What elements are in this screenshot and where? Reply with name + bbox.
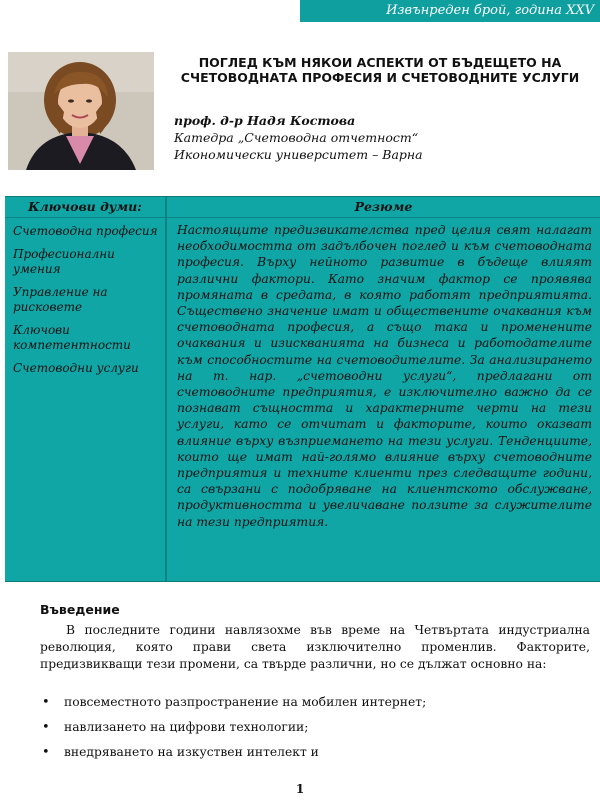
keywords-column bbox=[5, 197, 167, 581]
list-item: • навлизането на цифрови технологии; bbox=[42, 720, 309, 735]
keywords-list bbox=[5, 218, 165, 376]
abstract-box bbox=[5, 196, 600, 582]
abstract-text: Настоящите предизвикателства пред целия свят налагат необходимостта от задълбочен поглед и към счетоводната професия. Върху нейното развитие в бъдеще влияят различни фактори. Като значим фактор се проявява промяната в средата, в която работят предприятията. Съществено значение имат и обществените очаквания към счетоводната професия, а също така и променените очаквания и изискванията на бизнеса и работодателите към способностите на счетоводителите. За анализирането на т. нар. „счетоводни услуги“, предлагани от счетоводните предприятия, е изключително важно да се познават същността и характерните черти на тези услуги, като се отчитат и факторите, които оказват влияние върху възприемането на тези услуги. Тенденциите, които ще имат най-голямо влияние върху счетоводните предприятия и техните клиенти през следващите години, са свързани с подобряване на клиентското обслужване, продуктивността и увеличаване ползите за служителите на тези предприятия. bbox=[177, 223, 592, 529]
intro-heading: Въведение bbox=[40, 602, 120, 617]
keyword-item: Ключови компетентности bbox=[13, 323, 131, 352]
intro-bullet-list bbox=[40, 694, 590, 769]
keyword-item: Управление на рисковете bbox=[13, 285, 108, 314]
keywords-heading: Ключови думи: bbox=[5, 197, 165, 218]
list-item: • повсеместното разпространение на мобилен интернет; bbox=[42, 695, 427, 710]
abstract-heading: Резюме bbox=[167, 197, 600, 218]
author-portrait-image bbox=[8, 52, 154, 170]
bullet-icon: • bbox=[42, 720, 50, 735]
author-photo bbox=[8, 52, 154, 170]
author-department: Катедра „Счетоводна отчетност“ bbox=[174, 130, 419, 145]
keyword-item: Счетоводни услуги bbox=[13, 361, 139, 375]
author-name: проф. д-р Надя Костова bbox=[174, 113, 356, 128]
intro-paragraph: В последните години навлязохме във време на Четвъртата индустриална революция, която прави света изключително променлив. Факторите, предизвикващи тези промени, са твърде различни, но се дължат основно на: bbox=[40, 623, 590, 671]
bullet-icon: • bbox=[42, 745, 50, 760]
article-title: ПОГЛЕД КЪМ НЯКОИ АСПЕКТИ ОТ БЪДЕЩЕТО НА СЧЕТОВОДНАТА ПРОФЕСИЯ И СЧЕТОВОДНИТЕ УСЛУГИ bbox=[180, 55, 580, 85]
abstract-column bbox=[167, 197, 600, 581]
intro-body bbox=[40, 622, 590, 673]
issue-banner bbox=[300, 0, 600, 22]
keyword-item: Професионални умения bbox=[13, 247, 115, 276]
bullet-icon: • bbox=[42, 695, 50, 710]
list-item: • внедряването на изкуствен интелект и bbox=[42, 745, 319, 760]
issue-label: Извънреден брой, година XXV bbox=[386, 3, 594, 18]
author-university: Икономически университет – Варна bbox=[174, 147, 423, 162]
keyword-item: Счетоводна професия bbox=[13, 224, 158, 238]
author-block bbox=[174, 112, 594, 163]
page-number: 1 bbox=[295, 782, 305, 796]
